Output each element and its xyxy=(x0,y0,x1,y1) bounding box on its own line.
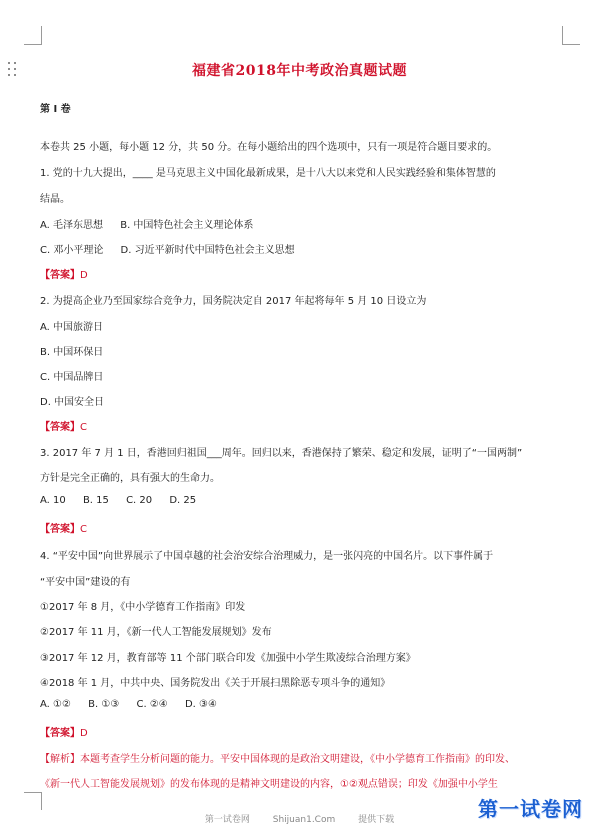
answer-value: C xyxy=(80,422,87,433)
site-logo: 第一试卷网 xyxy=(478,797,583,821)
question-1-option-d: D. 习近平新时代中国特色社会主义思想 xyxy=(120,245,295,256)
section-heading: 第 I 卷 xyxy=(40,104,71,115)
question-3-options xyxy=(40,495,196,506)
question-3-option-c: C. 20 xyxy=(126,495,153,506)
question-3-answer xyxy=(40,520,87,535)
question-2-answer xyxy=(40,418,87,433)
question-4-stem: 4. “平安中国”向世界展示了中国卓越的社会治安综合治理威力，是一张闪亮的中国名片。以下事件属于 xyxy=(40,551,494,562)
question-3-stem-cont: 方针是完全正确的，具有强大的生命力。 xyxy=(40,473,220,484)
question-4-stem-cont: “平安中国”建设的有 xyxy=(40,577,131,588)
question-4-analysis-cont: 《新一代人工智能发展规划》的发布体现的是精神文明建设的内容，①②观点错误；印发《加强中小学生 xyxy=(40,779,498,790)
question-1-options-row-2 xyxy=(40,241,295,256)
answer-tag: 【答案】 xyxy=(40,728,80,739)
question-4-answer xyxy=(40,724,88,739)
question-1-option-a: A. 毛泽东思想 xyxy=(40,220,104,231)
question-3-option-b: B. 15 xyxy=(82,495,109,506)
question-2-option-c: C. 中国品牌日 xyxy=(40,372,104,383)
question-3-stem: 3. 2017 年 7 月 1 日，香港回归祖国___周年。回归以来，香港保持了繁荣、稳定和发展，证明了“一国两制” xyxy=(40,448,523,459)
question-3-option-a: A. 10 xyxy=(40,495,66,506)
question-4-item-1: ①2017 年 8 月，《中小学德育工作指南》印发 xyxy=(40,602,246,613)
question-3-option-d: D. 25 xyxy=(169,495,197,506)
answer-value: D xyxy=(80,728,88,739)
question-4-option-d: D. ③④ xyxy=(184,699,217,710)
question-4-item-2: ②2017 年 11 月，《新一代人工智能发展规划》发布 xyxy=(40,627,272,638)
footer-site-url[interactable]: Shijuan1.Com xyxy=(272,815,336,825)
question-2-option-a: A. 中国旅游日 xyxy=(40,322,104,333)
answer-tag: 【答案】 xyxy=(40,270,80,281)
answer-tag: 【答案】 xyxy=(40,422,80,433)
question-1-options-row-1 xyxy=(40,216,253,231)
question-4-option-a: A. ①② xyxy=(40,699,71,710)
question-2-stem: 2. 为提高企业乃至国家综合竞争力，国务院决定自 2017 年起将每年 5 月 10 日设立为 xyxy=(40,296,427,307)
answer-value: D xyxy=(80,270,88,281)
answer-tag: 【答案】 xyxy=(40,524,80,535)
answer-value: C xyxy=(80,524,87,535)
footer-download-note: 提供下载 xyxy=(358,815,395,825)
question-4-options xyxy=(40,699,217,710)
question-1-stem-cont: 结晶。 xyxy=(40,194,70,205)
crop-mark-top-right-h xyxy=(562,44,580,45)
question-4-option-c: C. ②④ xyxy=(136,699,168,710)
question-4-option-b: B. ①③ xyxy=(88,699,120,710)
crop-mark-top-left-v xyxy=(41,26,42,44)
question-1-option-c: C. 邓小平理论 xyxy=(40,245,104,256)
document-title: 福建省2018年中考政治真题试题 xyxy=(192,63,407,79)
question-1-answer xyxy=(40,266,88,281)
instructions: 本卷共 25 小题，每小题 12 分，共 50 分。在每小题给出的四个选项中，只有一项是符合题目要求的。 xyxy=(40,142,498,153)
crop-mark-bottom-left-h xyxy=(24,792,42,793)
crop-mark-top-right-v xyxy=(562,26,563,44)
question-2-option-b: B. 中国环保日 xyxy=(40,347,104,358)
footer-site-name: 第一试卷网 xyxy=(204,815,250,825)
question-2-option-d: D. 中国安全日 xyxy=(40,397,105,408)
question-4-item-4: ④2018 年 1 月，中共中央、国务院发出《关于开展扫黑除恶专项斗争的通知》 xyxy=(40,678,391,689)
crop-mark-bottom-left-v xyxy=(41,792,42,810)
question-1-stem: 1. 党的十九大提出，____ 是马克思主义中国化最新成果，是十八大以来党和人民实践经验和集体智慧的 xyxy=(40,168,496,179)
question-4-analysis: 【解析】本题考查学生分析问题的能力。平安中国体现的是政治文明建设，《中小学德育工作指南》的印发、 xyxy=(40,754,515,765)
question-4-item-3: ③2017 年 12 月，教育部等 11 个部门联合印发《加强中小学生欺凌综合治理方案》 xyxy=(40,653,416,664)
crop-mark-top-left-h xyxy=(24,44,42,45)
question-1-option-b: B. 中国特色社会主义理论体系 xyxy=(120,220,254,231)
